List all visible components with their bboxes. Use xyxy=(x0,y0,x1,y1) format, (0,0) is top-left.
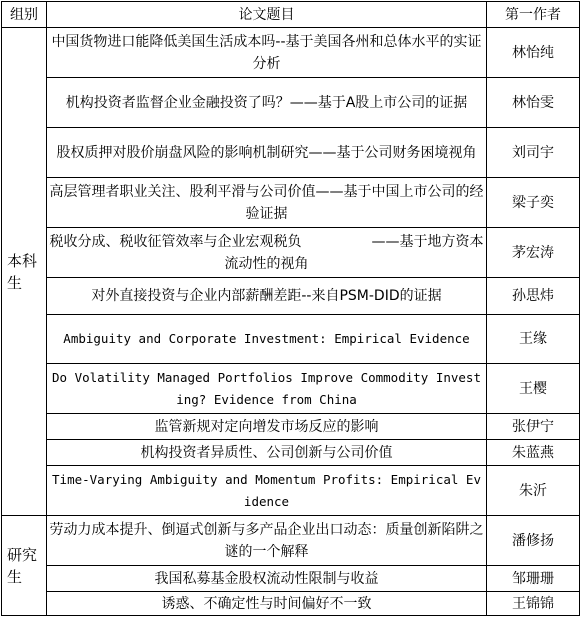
header-row xyxy=(2,2,580,28)
table-row xyxy=(2,228,580,278)
paper-title: Time-Varying Ambiguity and Momentum Profits: Empirical Evidence xyxy=(47,466,487,516)
first-author: 王樱 xyxy=(487,364,580,414)
table-row xyxy=(2,364,580,414)
table-row xyxy=(2,278,580,315)
paper-title: Ambiguity and Corporate Investment: Empirical Evidence xyxy=(47,315,487,364)
table-row xyxy=(2,466,580,516)
paper-title: 对外直接投资与企业内部薪酬差距--来自PSM-DID的证据 xyxy=(47,278,487,315)
paper-title: 诱惑、不确定性与时间偏好不一致 xyxy=(47,592,487,616)
thesis-table xyxy=(1,1,580,616)
table-row xyxy=(2,78,580,128)
column-header-group: 组别 xyxy=(2,2,47,28)
first-author: 邹珊珊 xyxy=(487,566,580,592)
first-author: 梁子奕 xyxy=(487,178,580,228)
group-label-graduate: 研究生 xyxy=(2,516,47,616)
table-row xyxy=(2,566,580,592)
paper-title: 机构投资者监督企业金融投资了吗？——基于A股上市公司的证据 xyxy=(47,78,487,128)
column-header-title: 论文题目 xyxy=(47,2,487,28)
first-author: 刘司宇 xyxy=(487,128,580,178)
first-author: 林怡纯 xyxy=(487,28,580,78)
table-row xyxy=(2,315,580,364)
column-header-author: 第一作者 xyxy=(487,2,580,28)
paper-title: 劳动力成本提升、倒逼式创新与多产品企业出口动态：质量创新陷阱之谜的一个解释 xyxy=(47,516,487,566)
first-author: 王缘 xyxy=(487,315,580,364)
first-author: 孙思炜 xyxy=(487,278,580,315)
paper-title: 税收分成、税收征管效率与企业宏观税负 ——基于地方资本流动性的视角 xyxy=(47,228,487,278)
table-row xyxy=(2,128,580,178)
paper-title: 股权质押对股价崩盘风险的影响机制研究——基于公司财务困境视角 xyxy=(47,128,487,178)
table-row xyxy=(2,440,580,466)
paper-title: 中国货物进口能降低美国生活成本吗--基于美国各州和总体水平的实证分析 xyxy=(47,28,487,78)
table-row xyxy=(2,178,580,228)
table-row xyxy=(2,516,580,566)
first-author: 张伊宁 xyxy=(487,414,580,440)
first-author: 王锦锦 xyxy=(487,592,580,616)
paper-title: 我国私募基金股权流动性限制与收益 xyxy=(47,566,487,592)
paper-title: 高层管理者职业关注、股利平滑与公司价值——基于中国上市公司的经验证据 xyxy=(47,178,487,228)
paper-title: Do Volatility Managed Portfolios Improve Commodity Investing? Evidence from China xyxy=(47,364,487,414)
first-author: 潘修扬 xyxy=(487,516,580,566)
table-row xyxy=(2,28,580,78)
first-author: 朱沂 xyxy=(487,466,580,516)
group-label-undergraduate: 本科生 xyxy=(2,28,47,516)
first-author: 茅宏涛 xyxy=(487,228,580,278)
first-author: 朱蓝燕 xyxy=(487,440,580,466)
table-row xyxy=(2,592,580,616)
table-row xyxy=(2,414,580,440)
paper-title: 机构投资者异质性、公司创新与公司价值 xyxy=(47,440,487,466)
first-author: 林怡雯 xyxy=(487,78,580,128)
paper-title: 监管新规对定向增发市场反应的影响 xyxy=(47,414,487,440)
